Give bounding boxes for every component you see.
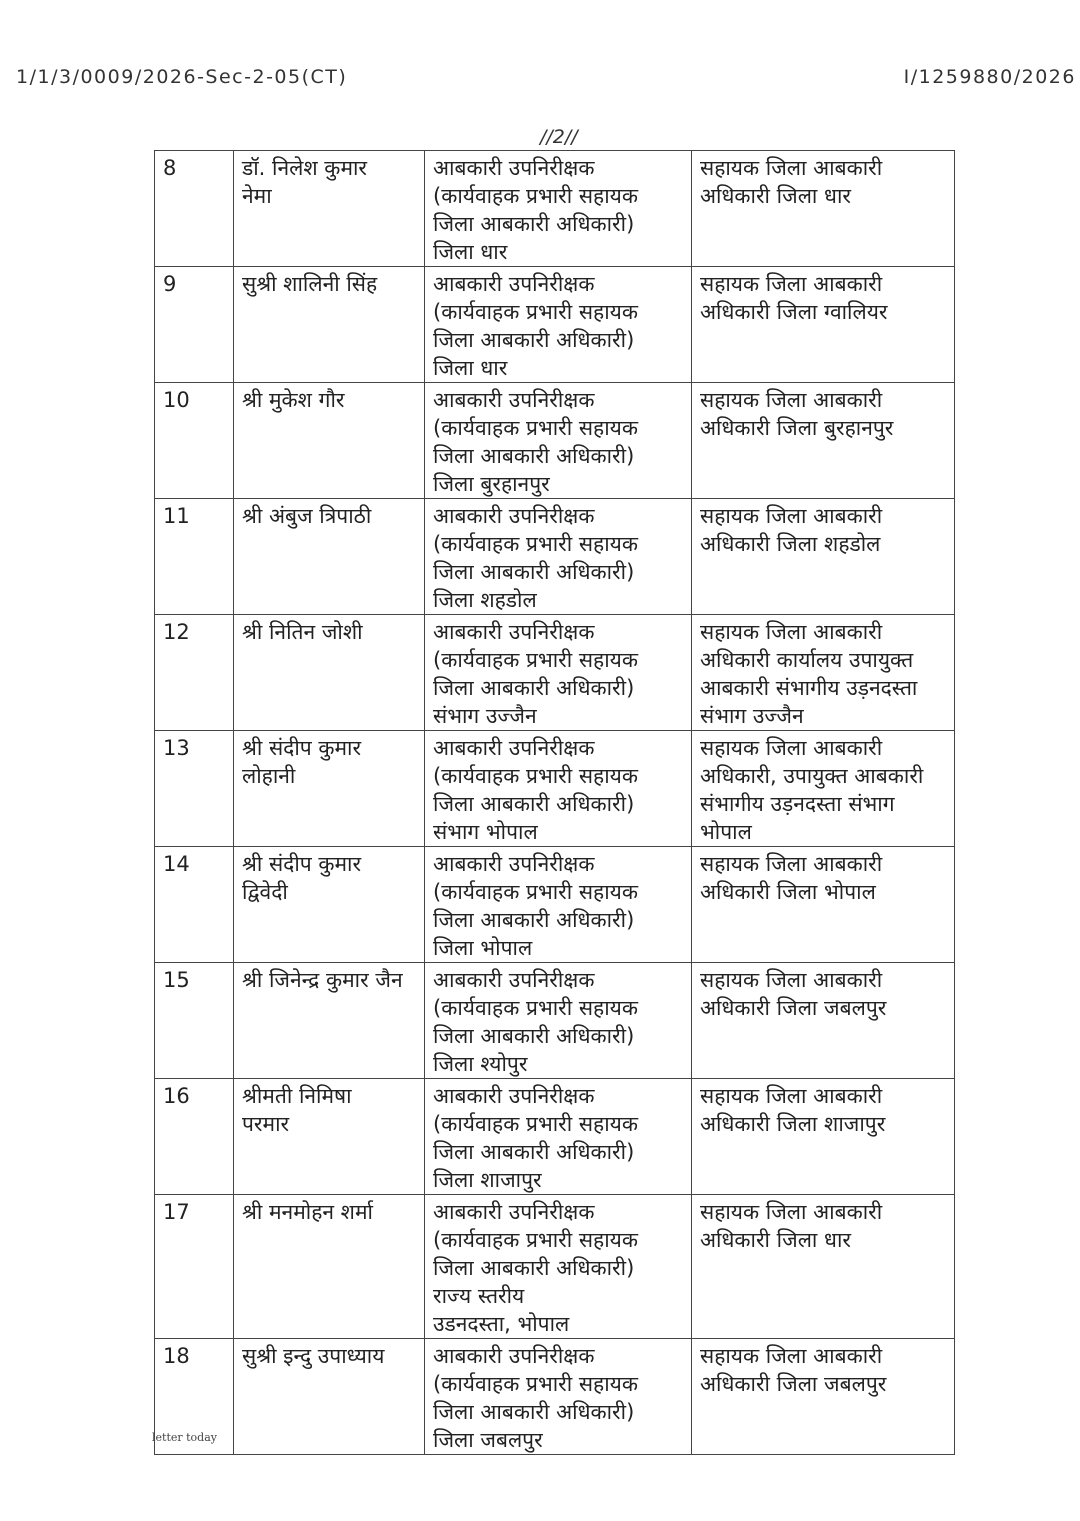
current-post-cell-line: आबकारी उपनिरीक्षक bbox=[433, 156, 595, 180]
serial-number-cell: 9 bbox=[155, 267, 234, 383]
officer-name-cell bbox=[234, 267, 425, 383]
new-posting-cell bbox=[692, 151, 955, 267]
new-posting-cell-line: सहायक जिला आबकारी bbox=[700, 1344, 883, 1368]
new-posting-cell-line: सहायक जिला आबकारी bbox=[700, 1200, 883, 1224]
document-reference: I/1259880/2026 bbox=[903, 66, 1076, 88]
current-post-cell-line: जिला आबकारी अधिकारी) bbox=[433, 1256, 635, 1280]
current-post-cell-line: (कार्यवाहक प्रभारी सहायक bbox=[433, 532, 638, 556]
serial-number-cell: 15 bbox=[155, 963, 234, 1079]
new-posting-cell bbox=[692, 1079, 955, 1195]
new-posting-cell-line: अधिकारी जिला शाजापुर bbox=[700, 1112, 886, 1136]
current-post-cell-line: आबकारी उपनिरीक्षक bbox=[433, 272, 595, 296]
current-post-cell-line: जिला आबकारी अधिकारी) bbox=[433, 560, 635, 584]
current-post-cell-line: संभाग भोपाल bbox=[433, 820, 538, 844]
officer-name-cell-line: लोहानी bbox=[242, 764, 296, 788]
serial-number-cell: 10 bbox=[155, 383, 234, 499]
current-post-cell bbox=[425, 383, 692, 499]
current-post-cell-line: (कार्यवाहक प्रभारी सहायक bbox=[433, 996, 638, 1020]
officer-name-cell-line: श्री मनमोहन शर्मा bbox=[242, 1200, 373, 1224]
new-posting-cell-line: अधिकारी जिला शहडोल bbox=[700, 532, 881, 556]
table-row bbox=[155, 1079, 955, 1195]
officer-name-cell-line: श्री मुकेश गौर bbox=[242, 388, 345, 412]
new-posting-cell-line: सहायक जिला आबकारी bbox=[700, 620, 883, 644]
current-post-cell-line: आबकारी उपनिरीक्षक bbox=[433, 504, 595, 528]
current-post-cell-line: आबकारी उपनिरीक्षक bbox=[433, 1084, 595, 1108]
current-post-cell-line: आबकारी उपनिरीक्षक bbox=[433, 388, 595, 412]
officer-name-cell-line: परमार bbox=[242, 1112, 290, 1136]
new-posting-cell bbox=[692, 499, 955, 615]
current-post-cell-line: जिला आबकारी अधिकारी) bbox=[433, 444, 635, 468]
current-post-cell-line: जिला आबकारी अधिकारी) bbox=[433, 908, 635, 932]
current-post-cell-line: जिला शाजापुर bbox=[433, 1168, 542, 1192]
posting-table-body bbox=[155, 151, 955, 1455]
new-posting-cell-line: अधिकारी, उपायुक्त आबकारी bbox=[700, 764, 924, 788]
serial-number-cell: 17 bbox=[155, 1195, 234, 1339]
officer-name-cell-line: श्री अंबुज त्रिपाठी bbox=[242, 504, 372, 528]
current-post-cell bbox=[425, 151, 692, 267]
current-post-cell bbox=[425, 963, 692, 1079]
current-post-cell-line: (कार्यवाहक प्रभारी सहायक bbox=[433, 764, 638, 788]
current-post-cell-line: आबकारी उपनिरीक्षक bbox=[433, 852, 595, 876]
new-posting-cell-line: अधिकारी जिला धार bbox=[700, 1228, 851, 1252]
current-post-cell-line: जिला बुरहानपुर bbox=[433, 472, 550, 496]
current-post-cell bbox=[425, 615, 692, 731]
officer-name-cell-line: सुश्री शालिनी सिंह bbox=[242, 272, 378, 296]
serial-number-cell: 12 bbox=[155, 615, 234, 731]
new-posting-cell-line: सहायक जिला आबकारी bbox=[700, 968, 883, 992]
current-post-cell bbox=[425, 499, 692, 615]
table-row bbox=[155, 1339, 955, 1455]
current-post-cell-line: जिला आबकारी अधिकारी) bbox=[433, 328, 635, 352]
current-post-cell-line: (कार्यवाहक प्रभारी सहायक bbox=[433, 184, 638, 208]
current-post-cell bbox=[425, 267, 692, 383]
officer-name-cell-line: श्री जिनेन्द्र कुमार जैन bbox=[242, 968, 403, 992]
serial-number-cell: 13 bbox=[155, 731, 234, 847]
new-posting-cell-line: अधिकारी जिला जबलपुर bbox=[700, 1372, 887, 1396]
current-post-cell bbox=[425, 1195, 692, 1339]
current-post-cell-line: (कार्यवाहक प्रभारी सहायक bbox=[433, 880, 638, 904]
current-post-cell-line: जिला आबकारी अधिकारी) bbox=[433, 792, 635, 816]
current-post-cell-line: (कार्यवाहक प्रभारी सहायक bbox=[433, 416, 638, 440]
table-row bbox=[155, 383, 955, 499]
officer-name-cell-line: श्री संदीप कुमार bbox=[242, 852, 362, 876]
officer-name-cell bbox=[234, 1079, 425, 1195]
current-post-cell-line: (कार्यवाहक प्रभारी सहायक bbox=[433, 1112, 638, 1136]
officer-name-cell-line: श्री संदीप कुमार bbox=[242, 736, 362, 760]
current-post-cell-line: आबकारी उपनिरीक्षक bbox=[433, 968, 595, 992]
table-row bbox=[155, 615, 955, 731]
table-row bbox=[155, 963, 955, 1079]
current-post-cell-line: जिला जबलपुर bbox=[433, 1428, 543, 1452]
new-posting-cell-line: अधिकारी जिला जबलपुर bbox=[700, 996, 887, 1020]
current-post-cell-line: जिला आबकारी अधिकारी) bbox=[433, 1140, 635, 1164]
footnote: letter today bbox=[152, 1431, 217, 1444]
officer-name-cell bbox=[234, 499, 425, 615]
new-posting-cell-line: सहायक जिला आबकारी bbox=[700, 272, 883, 296]
current-post-cell-line: उडनदस्ता, भोपाल bbox=[433, 1312, 570, 1336]
current-post-cell-line: संभाग उज्जैन bbox=[433, 704, 537, 728]
new-posting-cell-line: संभाग उज्जैन bbox=[700, 704, 804, 728]
officer-name-cell-line: श्रीमती निमिषा bbox=[242, 1084, 352, 1108]
current-post-cell-line: जिला आबकारी अधिकारी) bbox=[433, 1024, 635, 1048]
officer-name-cell-line: नेमा bbox=[242, 184, 272, 208]
new-posting-cell bbox=[692, 963, 955, 1079]
posting-table bbox=[154, 150, 955, 1455]
current-post-cell-line: (कार्यवाहक प्रभारी सहायक bbox=[433, 648, 638, 672]
new-posting-cell-line: सहायक जिला आबकारी bbox=[700, 388, 883, 412]
serial-number-cell: 18 bbox=[155, 1339, 234, 1455]
current-post-cell-line: जिला शहडोल bbox=[433, 588, 537, 612]
current-post-cell-line: जिला धार bbox=[433, 356, 508, 380]
officer-name-cell-line: सुश्री इन्दु उपाध्याय bbox=[242, 1344, 385, 1368]
current-post-cell-line: जिला आबकारी अधिकारी) bbox=[433, 1400, 635, 1424]
current-post-cell bbox=[425, 1079, 692, 1195]
new-posting-cell-line: अधिकारी जिला भोपाल bbox=[700, 880, 876, 904]
table-row bbox=[155, 267, 955, 383]
officer-name-cell bbox=[234, 1195, 425, 1339]
serial-number-cell: 11 bbox=[155, 499, 234, 615]
officer-name-cell bbox=[234, 615, 425, 731]
new-posting-cell bbox=[692, 731, 955, 847]
current-post-cell-line: राज्य स्तरीय bbox=[433, 1284, 525, 1308]
current-post-cell bbox=[425, 731, 692, 847]
current-post-cell-line: जिला भोपाल bbox=[433, 936, 533, 960]
officer-name-cell bbox=[234, 151, 425, 267]
new-posting-cell bbox=[692, 383, 955, 499]
current-post-cell-line: आबकारी उपनिरीक्षक bbox=[433, 1344, 595, 1368]
current-post-cell-line: जिला आबकारी अधिकारी) bbox=[433, 676, 635, 700]
current-post-cell-line: (कार्यवाहक प्रभारी सहायक bbox=[433, 1372, 638, 1396]
table-row bbox=[155, 151, 955, 267]
new-posting-cell bbox=[692, 267, 955, 383]
new-posting-cell-line: सहायक जिला आबकारी bbox=[700, 156, 883, 180]
new-posting-cell-line: अधिकारी जिला ग्वालियर bbox=[700, 300, 888, 324]
new-posting-cell bbox=[692, 615, 955, 731]
officer-name-cell bbox=[234, 847, 425, 963]
current-post-cell-line: (कार्यवाहक प्रभारी सहायक bbox=[433, 1228, 638, 1252]
current-post-cell-line: आबकारी उपनिरीक्षक bbox=[433, 736, 595, 760]
current-post-cell-line: आबकारी उपनिरीक्षक bbox=[433, 620, 595, 644]
new-posting-cell-line: अधिकारी जिला बुरहानपुर bbox=[700, 416, 894, 440]
new-posting-cell-line: सहायक जिला आबकारी bbox=[700, 1084, 883, 1108]
serial-number-cell: 8 bbox=[155, 151, 234, 267]
table-row bbox=[155, 1195, 955, 1339]
new-posting-cell bbox=[692, 847, 955, 963]
serial-number-cell: 16 bbox=[155, 1079, 234, 1195]
new-posting-cell-line: अधिकारी कार्यालय उपायुक्त bbox=[700, 648, 914, 672]
officer-name-cell-line: डॉ. निलेश कुमार bbox=[242, 156, 368, 180]
current-post-cell-line: जिला आबकारी अधिकारी) bbox=[433, 212, 635, 236]
current-post-cell-line: जिला श्योपुर bbox=[433, 1052, 528, 1076]
officer-name-cell bbox=[234, 383, 425, 499]
officer-name-cell bbox=[234, 963, 425, 1079]
new-posting-cell-line: अधिकारी जिला धार bbox=[700, 184, 851, 208]
new-posting-cell bbox=[692, 1339, 955, 1455]
officer-name-cell-line: द्विवेदी bbox=[242, 880, 288, 904]
new-posting-cell-line: सहायक जिला आबकारी bbox=[700, 736, 883, 760]
serial-number-cell: 14 bbox=[155, 847, 234, 963]
new-posting-cell-line: सहायक जिला आबकारी bbox=[700, 504, 883, 528]
new-posting-cell-line: सहायक जिला आबकारी bbox=[700, 852, 883, 876]
officer-name-cell-line: श्री नितिन जोशी bbox=[242, 620, 363, 644]
table-row bbox=[155, 847, 955, 963]
officer-name-cell bbox=[234, 731, 425, 847]
current-post-cell bbox=[425, 1339, 692, 1455]
new-posting-cell bbox=[692, 1195, 955, 1339]
new-posting-cell-line: संभागीय उड़नदस्ता संभाग bbox=[700, 792, 895, 816]
current-post-cell-line: आबकारी उपनिरीक्षक bbox=[433, 1200, 595, 1224]
page-number: //2// bbox=[540, 126, 578, 148]
current-post-cell bbox=[425, 847, 692, 963]
table-row bbox=[155, 731, 955, 847]
table-row bbox=[155, 499, 955, 615]
file-reference: 1/1/3/0009/2026-Sec-2-05(CT) bbox=[16, 66, 348, 88]
officer-name-cell bbox=[234, 1339, 425, 1455]
current-post-cell-line: (कार्यवाहक प्रभारी सहायक bbox=[433, 300, 638, 324]
new-posting-cell-line: भोपाल bbox=[700, 820, 752, 844]
new-posting-cell-line: आबकारी संभागीय उड़नदस्ता bbox=[700, 676, 918, 700]
current-post-cell-line: जिला धार bbox=[433, 240, 508, 264]
